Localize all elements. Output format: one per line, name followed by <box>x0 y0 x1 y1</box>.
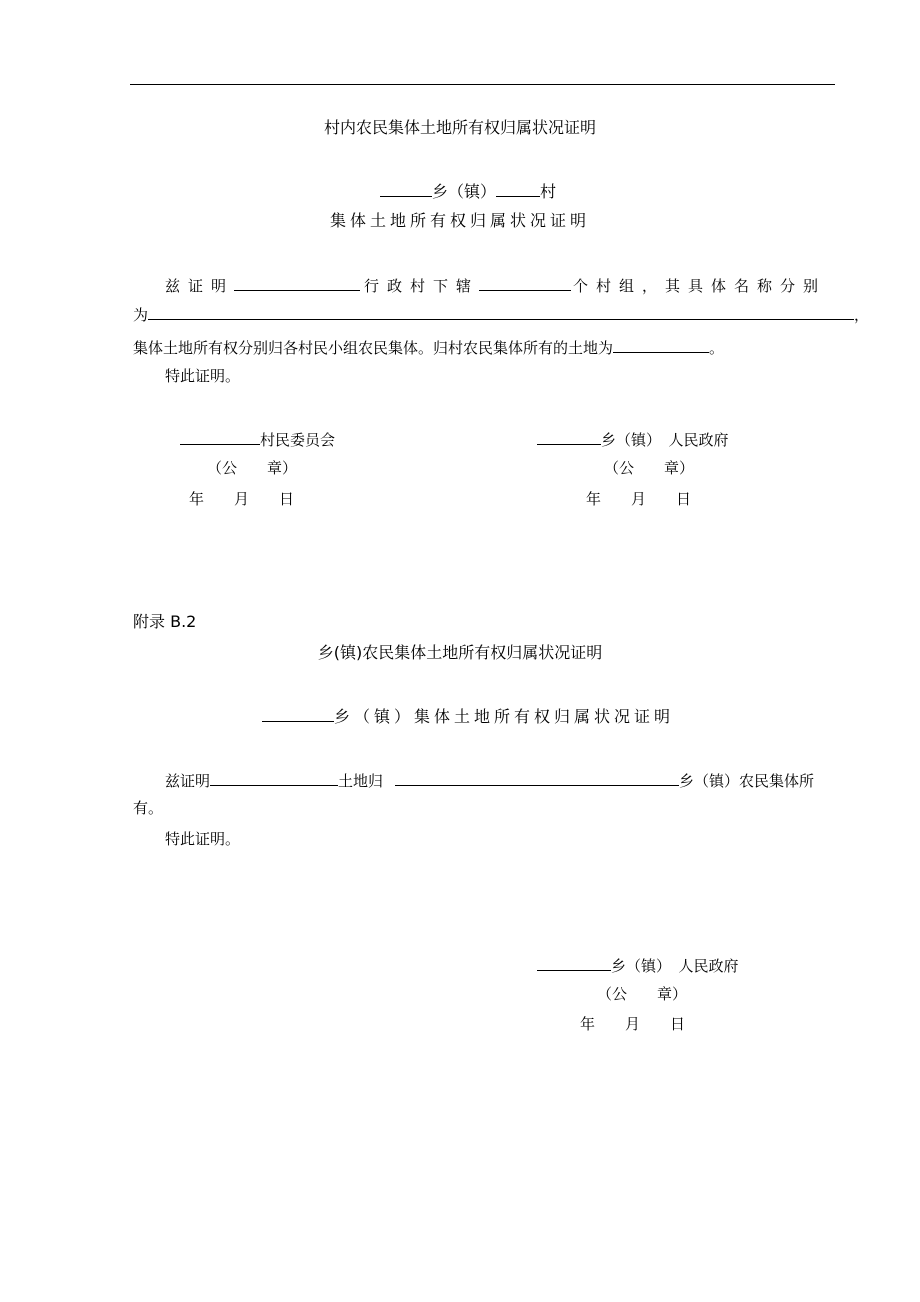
sig-left-org: 村民委员会 <box>260 431 336 449</box>
section2-title: 乡(镇)农民集体土地所有权归属状况证明 <box>317 643 603 662</box>
section2-para-line1 <box>165 771 814 789</box>
heading1-village-label: 村 <box>540 182 557 201</box>
appendix-label: 附录 B.2 <box>133 612 197 631</box>
para-certify-label: 兹证明 <box>165 277 235 295</box>
blank-village[interactable] <box>496 182 540 197</box>
para-comma: ， <box>854 306 870 324</box>
section2-closing: 特此证明。 <box>165 830 241 848</box>
para-subordinate-label: 行政村下辖 <box>364 277 480 295</box>
section2-heading-text: 乡（镇）集体土地所有权归属状况证明 <box>334 707 675 726</box>
sig-left-date: 年 月 日 <box>189 490 295 508</box>
blank-section2-township[interactable] <box>262 707 334 722</box>
sig-left-seal: （公 章） <box>207 459 298 477</box>
para-period: 。 <box>709 339 725 357</box>
sig-right-org-line <box>537 430 729 448</box>
blank-township[interactable] <box>380 182 432 197</box>
section2-para-line2: 有。 <box>133 799 164 817</box>
blank-group-names[interactable] <box>148 305 854 320</box>
blank-land-area[interactable] <box>613 338 709 353</box>
blank-collective[interactable] <box>395 771 679 786</box>
sig-right-date: 年 月 日 <box>586 490 692 508</box>
section2-sig-org: 乡（镇） 人民政府 <box>611 957 739 975</box>
s2-land-to-label: 土地归 <box>338 772 384 790</box>
blank-land-location[interactable] <box>210 771 338 786</box>
sig-left-org-line <box>180 430 335 448</box>
blank-township-government[interactable] <box>537 430 601 445</box>
section1-para-line1 <box>165 276 833 294</box>
section2-sig-seal: （公 章） <box>597 985 688 1003</box>
blank-admin-village[interactable] <box>234 276 360 291</box>
blank-group-count[interactable] <box>479 276 571 291</box>
para-as-label: 为 <box>133 306 149 324</box>
top-rule <box>130 84 835 85</box>
sig-right-org: 乡（镇） 人民政府 <box>601 431 729 449</box>
section1-closing: 特此证明。 <box>165 367 241 385</box>
section1-heading-line1 <box>380 182 556 200</box>
section1-title: 村内农民集体土地所有权归属状况证明 <box>323 118 596 137</box>
section1-heading-line2: 集体土地所有权归属状况证明 <box>329 211 590 230</box>
para-ownership-text: 集体土地所有权分别归各村民小组农民集体。归村农民集体所有的土地为 <box>133 339 614 357</box>
para-group-names-label: 个村组，其具体名称分别 <box>573 277 827 295</box>
heading1-township-label: 乡（镇） <box>432 182 497 201</box>
s2-certify-label: 兹证明 <box>165 772 211 790</box>
section2-sig-date: 年 月 日 <box>580 1015 686 1033</box>
section2-sig-org-line <box>537 956 739 974</box>
s2-collective-label: 乡（镇）农民集体所 <box>679 772 815 790</box>
sig-right-seal: （公 章） <box>604 459 695 477</box>
section1-para-line2 <box>133 305 869 323</box>
section1-para-line3 <box>133 338 724 356</box>
section2-heading <box>262 707 674 725</box>
blank-s2-township-government[interactable] <box>537 956 611 971</box>
blank-village-committee[interactable] <box>180 430 260 445</box>
